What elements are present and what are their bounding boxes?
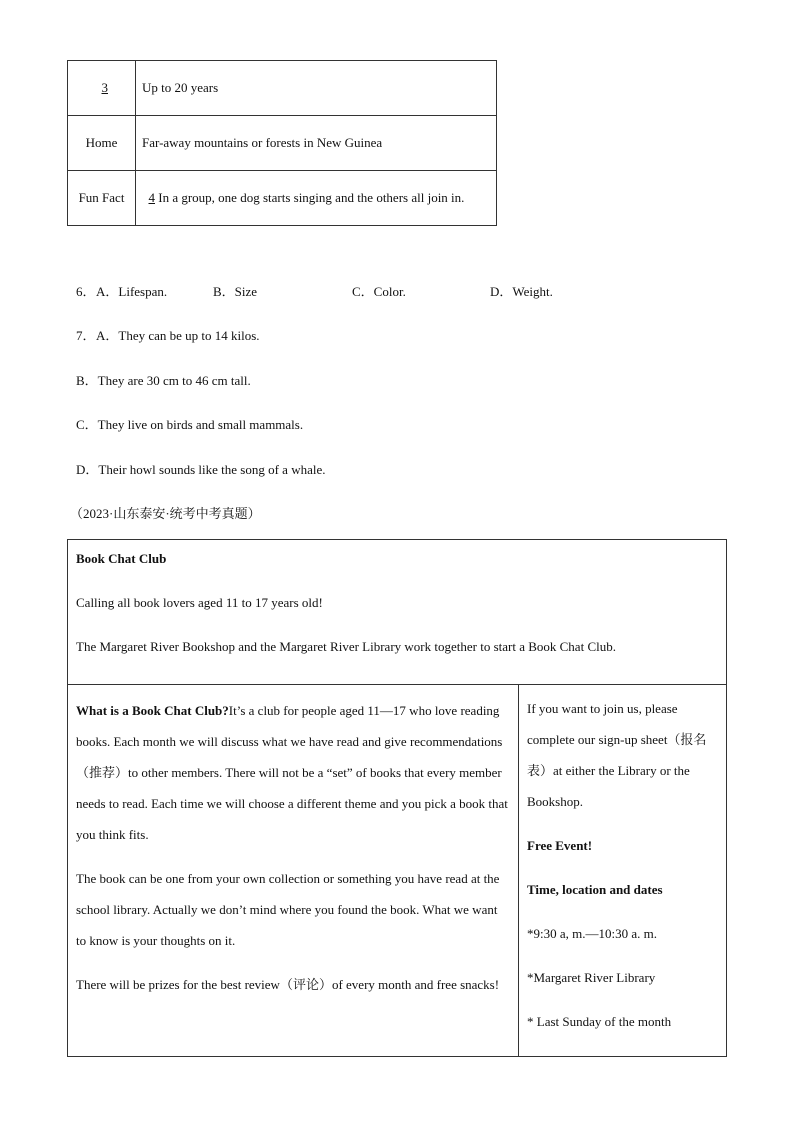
prize-text: There will be prizes for the best review（评论）of every month and free snacks! bbox=[76, 977, 500, 992]
q6-option-c: C．Color. bbox=[352, 284, 406, 299]
book-chat-club-table bbox=[67, 539, 727, 1057]
row-label bbox=[68, 61, 136, 116]
row-value: Up to 20 years bbox=[136, 61, 497, 116]
q7-option-b: B．They are 30 cm to 46 cm tall. bbox=[76, 373, 251, 388]
free-event: Free Event! bbox=[527, 838, 593, 853]
fun-fact-text: In a group, one dog starts singing and the others all join in. bbox=[155, 190, 465, 205]
row-label: Home bbox=[68, 116, 136, 171]
join-text: If you want to join us, please complete our sign-up sheet（报名表）at either the Library or the Bookshop. bbox=[527, 701, 707, 809]
club-partner: The Margaret River Bookshop and the Margaret River Library work together to start a Book Chat Club. bbox=[76, 639, 616, 654]
q6-option-b: B．Size bbox=[213, 284, 258, 299]
club-header bbox=[68, 540, 726, 685]
what-text: It’s a club for people aged 11—17 who love reading books. Each month we will discuss what we have read and give recommendations（推荐）to other members. There will not be a “set” of books that every member needs to read. Each time we will choose a different theme and you pick a book that you think fits. bbox=[76, 703, 508, 842]
table-row bbox=[68, 171, 497, 226]
club-title: Book Chat Club bbox=[76, 551, 167, 566]
q7-option-a: A．They can be up to 14 kilos. bbox=[96, 328, 260, 343]
source-note: （2023·山东泰安·统考中考真题） bbox=[70, 506, 261, 521]
book-text: The book can be one from your own collection or something you have read at the school library. Actually we don’t mind where you found the book. What we want to know is your thoughts on it. bbox=[76, 871, 500, 948]
event-time: *9:30 a, m.—10:30 a. m. bbox=[527, 926, 657, 941]
club-intro: Calling all book lovers aged 11 to 17 years old! bbox=[76, 595, 323, 610]
time-heading: Time, location and dates bbox=[527, 882, 663, 897]
q6-option-a: A．Lifespan. bbox=[96, 284, 168, 299]
q7-number: 7． bbox=[76, 328, 96, 343]
blank-3: 3 bbox=[101, 80, 108, 95]
table-row bbox=[68, 61, 497, 116]
fact-table bbox=[67, 60, 497, 226]
row-value bbox=[136, 171, 497, 226]
what-heading: What is a Book Chat Club? bbox=[76, 703, 229, 718]
event-date: * Last Sunday of the month bbox=[527, 1014, 672, 1029]
event-location: *Margaret River Library bbox=[527, 970, 656, 985]
q7-option-c: C．They live on birds and small mammals. bbox=[76, 417, 304, 432]
club-details bbox=[519, 685, 726, 1056]
table-row bbox=[68, 116, 497, 171]
blank-4: 4 bbox=[148, 190, 155, 205]
q6-number: 6． bbox=[76, 284, 96, 299]
q7-option-d: D．Their howl sounds like the song of a whale. bbox=[76, 462, 326, 477]
q6-option-d: D．Weight. bbox=[490, 284, 553, 299]
club-description bbox=[68, 685, 519, 1056]
club-body bbox=[68, 685, 726, 1056]
row-value: Far-away mountains or forests in New Guinea bbox=[136, 116, 497, 171]
row-label: Fun Fact bbox=[68, 171, 136, 226]
